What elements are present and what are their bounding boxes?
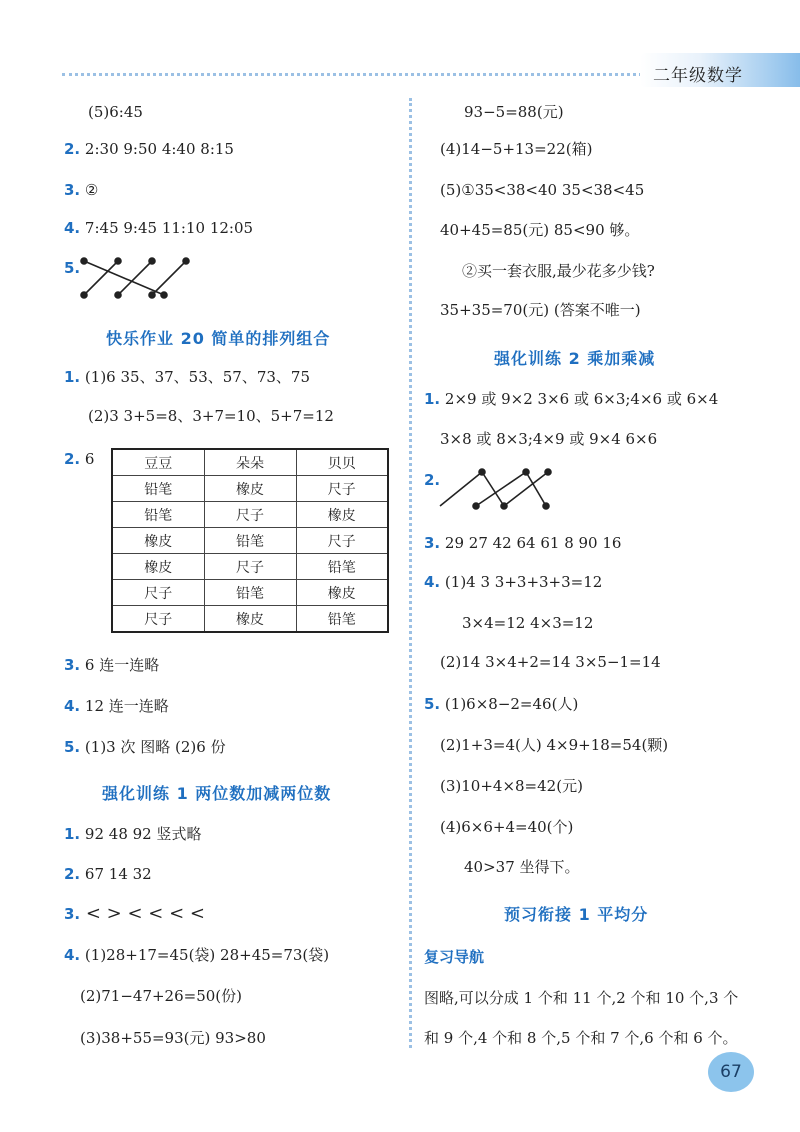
answer-line: (2)71−47+26=50(份) (80, 987, 243, 1005)
question-2 (64, 864, 152, 884)
table-cell: 橡皮 (296, 580, 388, 606)
answer-line: (4)14−5+13=22(箱) (440, 140, 593, 158)
table-cell: 尺子 (296, 476, 388, 502)
question-3 (64, 655, 159, 675)
answer-text: (1)28+17=45(袋) 28+45=73(袋) (84, 946, 330, 964)
question-number: 2. (64, 450, 81, 468)
question-5 (64, 258, 80, 278)
table-cell: 尺子 (204, 502, 296, 528)
question-number: 5. (424, 695, 441, 713)
answer-line: (5)6:45 (88, 103, 143, 121)
table-cell: 铅笔 (112, 476, 204, 502)
question-2 (64, 449, 94, 469)
matching-diagram-left (80, 255, 200, 305)
question-4 (424, 572, 602, 592)
answer-line: 93−5=88(元) (464, 103, 564, 121)
answer-text: (1)3 次 图略 (2)6 份 (84, 738, 226, 756)
answer-line: (2)3 3+5=8、3+7=10、5+7=12 (88, 407, 334, 425)
arrangement-table (111, 448, 389, 633)
question-number: 1. (64, 368, 81, 386)
table-cell: 尺子 (112, 580, 204, 606)
table-cell: 铅笔 (296, 554, 388, 580)
answer-line: 40+45=85(元) 85<90 够。 (440, 221, 640, 239)
table-cell: 橡皮 (112, 528, 204, 554)
table-cell: 橡皮 (112, 554, 204, 580)
table-cell: 铅笔 (112, 502, 204, 528)
question-2 (424, 470, 440, 490)
table-cell: 橡皮 (204, 606, 296, 633)
question-number: 4. (64, 946, 81, 964)
answer-line: 35+35=70(元) (答案不唯一) (440, 301, 641, 319)
question-1 (64, 824, 202, 844)
answer-text: (1)6×8−2=46(人) (444, 695, 579, 713)
question-3 (64, 180, 98, 200)
table-cell: 铅笔 (296, 606, 388, 633)
answer-line: ②买一套衣服,最少花多少钱? (462, 262, 655, 280)
question-number: 3. (64, 656, 81, 674)
grade-label: 二年级数学 (653, 66, 743, 86)
review-guide-label: 复习导航 (424, 948, 485, 966)
section-heading: 强化训练 2 乘加乘减 (494, 349, 656, 368)
table-row (112, 580, 388, 606)
table-cell: 尺子 (112, 606, 204, 633)
answer-line: 图略,可以分成 1 个和 11 个,2 个和 10 个,3 个 (424, 989, 739, 1007)
answer-line: 3×4=12 4×3=12 (462, 614, 594, 632)
question-number: 5. (64, 259, 81, 277)
answer-line: (5)①35<38<40 35<38<45 (440, 181, 645, 199)
section-heading: 强化训练 1 两位数加减两位数 (102, 784, 332, 803)
matching-diagram-right (440, 468, 560, 513)
answer-text: 6 连一连略 (84, 656, 160, 674)
table-cell: 橡皮 (296, 502, 388, 528)
answer-line: 40>37 坐得下。 (464, 858, 580, 876)
question-number: 4. (64, 219, 81, 237)
question-1 (64, 367, 310, 387)
table-cell: 尺子 (296, 528, 388, 554)
table-cell: 橡皮 (204, 476, 296, 502)
answer-line: 和 9 个,4 个和 8 个,5 个和 7 个,6 个和 6 个。 (424, 1029, 738, 1047)
question-5 (64, 737, 226, 757)
question-number: 1. (64, 825, 81, 843)
question-3 (424, 533, 621, 553)
answer-line: (3)38+55=93(元) 93>80 (80, 1029, 266, 1047)
table-cell: 尺子 (204, 554, 296, 580)
question-number: 2. (64, 865, 81, 883)
answer-text: 2×9 或 9×2 3×6 或 6×3;4×6 或 6×4 (444, 390, 719, 408)
table-row (112, 476, 388, 502)
answer-line: (2)1+3=4(人) 4×9+18=54(颗) (440, 736, 669, 754)
answer-text: 6 (84, 450, 95, 468)
answer-line: (2)14 3×4+2=14 3×5−1=14 (440, 653, 661, 671)
question-4 (64, 218, 253, 238)
table-row (112, 528, 388, 554)
answer-line: (4)6×6+4=40(个) (440, 818, 574, 836)
question-number: 3. (64, 181, 81, 199)
question-number: 3. (64, 905, 81, 923)
question-number: 1. (424, 390, 441, 408)
header-dotted-rule (62, 73, 642, 76)
column-divider (409, 98, 412, 1048)
question-number: 3. (424, 534, 441, 552)
question-number: 4. (64, 697, 81, 715)
table-cell: 铅笔 (204, 528, 296, 554)
question-number: 2. (64, 140, 81, 158)
table-row (112, 554, 388, 580)
answer-text: ② (84, 181, 99, 199)
question-number: 4. (424, 573, 441, 591)
section-heading: 快乐作业 20 简单的排列组合 (106, 329, 331, 348)
table-row (112, 449, 388, 476)
question-number: 2. (424, 471, 441, 489)
answer-text: 67 14 32 (84, 865, 152, 883)
table-cell: 铅笔 (204, 580, 296, 606)
answer-text: 12 连一连略 (84, 697, 169, 715)
question-1 (424, 389, 718, 409)
table-cell: 贝贝 (296, 449, 388, 476)
table-row (112, 502, 388, 528)
section-heading: 预习衔接 1 平均分 (504, 905, 649, 924)
answer-text: (1)4 3 3+3+3+3=12 (444, 573, 603, 591)
question-5 (424, 694, 578, 714)
answer-text: 92 48 92 竖式略 (84, 825, 202, 843)
answer-text: 7:45 9:45 11:10 12:05 (84, 219, 254, 237)
answer-line: 3×8 或 8×3;4×9 或 9×4 6×6 (440, 430, 658, 448)
table-cell: 豆豆 (112, 449, 204, 476)
answer-line: (3)10+4×8=42(元) (440, 777, 583, 795)
page-number: 67 (720, 1062, 742, 1082)
question-2 (64, 139, 234, 159)
question-4 (64, 696, 169, 716)
question-number: 5. (64, 738, 81, 756)
table-row (112, 606, 388, 633)
table-cell: 朵朵 (204, 449, 296, 476)
answer-text: 2:30 9:50 4:40 8:15 (84, 140, 234, 158)
question-3 (64, 904, 205, 924)
answer-text: 29 27 42 64 61 8 90 16 (444, 534, 622, 552)
answer-text: (1)6 35、37、53、57、73、75 (84, 368, 311, 386)
page-number-badge (708, 1052, 754, 1092)
answer-text: < > < < < < (85, 903, 205, 924)
question-4 (64, 945, 329, 965)
